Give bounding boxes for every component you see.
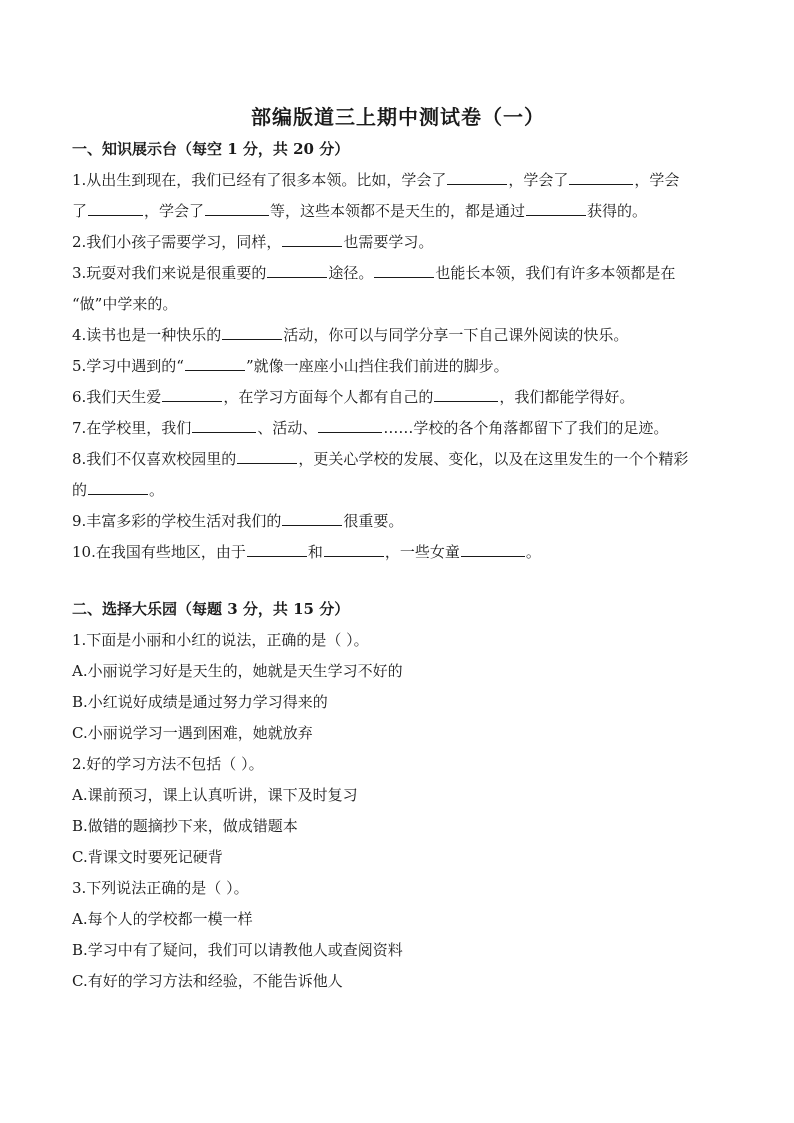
answer-blank[interactable] [282, 510, 342, 526]
answer-blank[interactable] [324, 541, 384, 557]
question-1-9: 9.丰富多彩的学校生活对我们的 很重要。 [72, 512, 404, 530]
question-1-4: 4.读书也是一种快乐的 活动，你可以与同学分享一下自己课外阅读的快乐。 [72, 326, 629, 344]
answer-blank[interactable] [88, 200, 143, 216]
answer-blank[interactable] [205, 200, 269, 216]
exam-title: 部编版道三上期中测试卷（一） [251, 105, 545, 129]
answer-blank[interactable] [526, 200, 586, 216]
question-2-1-option-a[interactable]: A.小丽说学习好是天生的，她就是天生学习不好的 [72, 662, 403, 680]
answer-blank[interactable] [569, 169, 633, 185]
section-spacer [72, 568, 724, 594]
answer-blank[interactable] [88, 479, 148, 495]
question-2-3-option-b[interactable]: B.学习中有了疑问，我们可以请教他人或查阅资料 [72, 941, 403, 959]
section-1-heading: 一、知识展示台（每空 1 分，共 20 分） [72, 140, 350, 158]
answer-blank[interactable] [162, 386, 222, 402]
question-2-1-option-c[interactable]: C.小丽说学习一遇到困难，她就放弃 [72, 724, 313, 742]
question-2-1-stem: 1.下面是小丽和小红的说法，正确的是（ ）。 [72, 631, 369, 649]
question-2-3-stem: 3.下列说法正确的是（ ）。 [72, 879, 249, 897]
question-1-6: 6.我们天生爱 ，在学习方面每个人都有自己的 ，我们都能学得好。 [72, 388, 635, 406]
answer-blank[interactable] [461, 541, 525, 557]
question-2-2-stem: 2.好的学习方法不包括（ ）。 [72, 755, 264, 773]
answer-blank[interactable] [192, 417, 256, 433]
question-1-8: 8.我们不仅喜欢校园里的 ，更关心学校的发展、变化，以及在这里发生的一个个精彩 的 。 [72, 450, 689, 499]
question-2-3-option-c[interactable]: C.有好的学习方法和经验，不能告诉他人 [72, 972, 343, 990]
question-2-2-option-c[interactable]: C.背课文时要死记硬背 [72, 848, 223, 866]
question-2-1-option-b[interactable]: B.小红说好成绩是通过努力学习得来的 [72, 693, 328, 711]
answer-blank[interactable] [282, 231, 342, 247]
answer-blank[interactable] [318, 417, 382, 433]
question-2-2-option-a[interactable]: A.课前预习，课上认真听讲，课下及时复习 [72, 786, 358, 804]
answer-blank[interactable] [267, 262, 327, 278]
question-2-3-option-a[interactable]: A.每个人的学校都一模一样 [72, 910, 253, 928]
question-2-2-option-b[interactable]: B.做错的题摘抄下来，做成错题本 [72, 817, 298, 835]
question-1-10: 10.在我国有些地区，由于 和 ，一些女童 。 [72, 543, 541, 561]
question-1-7: 7.在学校里，我们 、活动、 ……学校的各个角落都留下了我们的足迹。 [72, 419, 669, 437]
section-2-heading: 二、选择大乐园（每题 3 分，共 15 分） [72, 600, 350, 618]
question-1-1: 1.从出生到现在，我们已经有了很多本领。比如，学会了 ，学会了 ，学会 了 ，学会了 等，这些本领都不是天生的，都是通过 获得的。 [72, 171, 680, 220]
answer-blank[interactable] [222, 324, 282, 340]
question-1-3: 3.玩耍对我们来说是很重要的 途径。 也能长本领，我们有许多本领都是在 “做”中学来的。 [72, 264, 676, 313]
answer-blank[interactable] [185, 355, 245, 371]
exam-page [72, 100, 724, 997]
answer-blank[interactable] [374, 262, 434, 278]
question-1-5: 5.学习中遇到的“ ”就像一座座小山挡住我们前进的脚步。 [72, 357, 509, 375]
answer-blank[interactable] [434, 386, 498, 402]
answer-blank[interactable] [447, 169, 507, 185]
question-1-2: 2.我们小孩子需要学习，同样， 也需要学习。 [72, 233, 434, 251]
answer-blank[interactable] [237, 448, 297, 464]
answer-blank[interactable] [247, 541, 307, 557]
